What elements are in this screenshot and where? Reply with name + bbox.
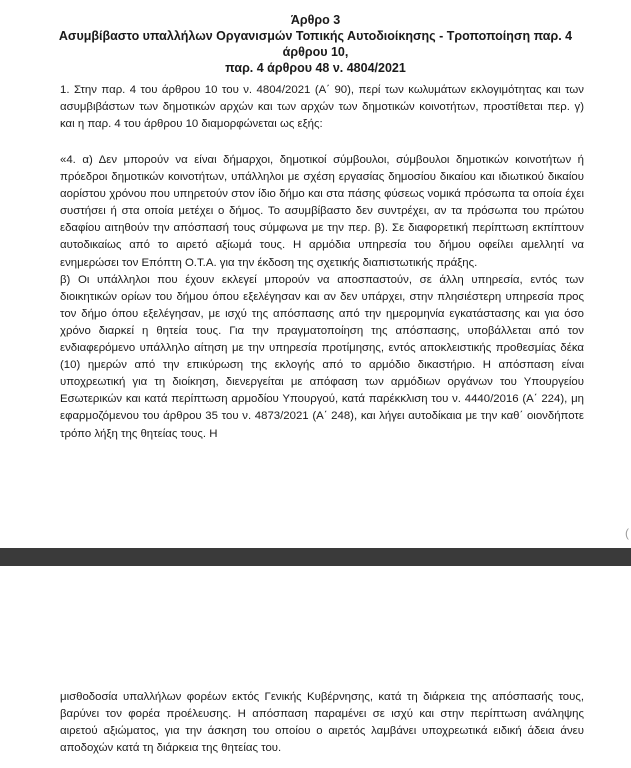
paragraph-point-b: β) Οι υπάλληλοι που έχουν εκλεγεί μπορούν να αποσπαστούν, σε άλλη υπηρεσία, εντός των διοικητικών ορίων του δήμου όπου εξελέγησαν και αν δεν υπάρχει, στην πλησιέστερη υπηρεσία προς τον δήμο όπου εξελέγησαν, με ισχύ της απόσπασης από την ημερομηνία εγκατάστασης και για όσο χρόνο διαρκεί η θητεία τους. Για την πραγματοποίηση της απόσπασης, υποβάλλεται από τον ενδιαφερόμενο υπάλληλο αίτηση με την υπηρεσία προτίμησης, εντός αποκλειστικής προθεσμίας δέκα (10) ημερών από την επικύρωση της εκλογής από το αρμόδιο δικαστήριο. Η απόσπαση είναι υποχρεωτική για τη διοίκηση, διενεργείται με απόφαση των αρμόδιων οργάνων του Υπουργείου Εσωτερικών και κατά περίπτωση αρμοδίου Υπουργού, κατά παρέκκλιση του ν. 4440/2016 (Α΄ 224), μη εφαρμοζόμενου του άρθρου 35 του ν. 4873/2021 (Α΄ 248), και λήγει αυτοδίκαια με την καθ΄ οιονδήποτε τρόπο λήξη της θητείας τους. Η xyxy=(60,273,584,440)
article-header xyxy=(0,12,631,76)
quoted-amendment xyxy=(60,152,584,443)
document-page-bottom xyxy=(0,566,631,768)
page-edge-mark: ( xyxy=(625,526,629,540)
paragraph-continuation: μισθοδοσία υπαλλήλων φορέων εκτός Γενικής Κυβέρνησης, κατά τη διάρκεια της απόσπασής τους, βαρύνει τον φορέα προέλευσης. Η απόσπαση παραμένει σε ισχύ και στην περίπτωση ανάληψης αιρετού αξιώματος, για την άσκηση του οποίου ο αιρετός λαμβάνει υποχρεωτικά ειδική άδεια άνευ αποδοχών κατά τη διάρκεια της θητείας του. xyxy=(60,691,584,755)
paragraph-point-a: «4. α) Δεν μπορούν να είναι δήμαρχοι, δημοτικοί σύμβουλοι, σύμβουλοι δημοτικών κοινοτήτων ή πρόεδροι δημοτικών κοινοτήτων, υπάλληλοι με σχέση εργασίας δημοσίου δικαίου και ιδιωτικού δικαίου αορίστου χρόνου που υπηρετούν στον ίδιο δήμο και στα πάσης φύσεως νομικά πρόσωπα τα οποία έχει συστήσει ή στα οποία μετέχει ο δήμος. Το ασυμβίβαστο δεν συντρέχει, αν τα πρόσωπα του πρώτου εδαφίου αιτηθούν την απόσπασή τους σύμφωνα με την περ. β). Σε διαφορετική περίπτωση εκπίπτουν αυτοδικαίως από το αιρετό αξίωμά τους. Η αρμόδια υπηρεσία του δήμου οφείλει αμελλητί να ενημερώσει τον Επόπτη Ο.Τ.Α. για την έκδοση της σχετικής διαπιστωτικής πράξης. xyxy=(60,154,584,269)
article-title-line-1: Ασυμβίβαστο υπαλλήλων Οργανισμών Τοπικής Αυτοδιοίκησης - Τροποποίηση παρ. 4 άρθρου 10, xyxy=(58,29,573,59)
paragraph-intro: 1. Στην παρ. 4 του άρθρου 10 του ν. 4804/2021 (Α΄ 90), περί των κωλυμάτων εκλογιμότητας και των ασυμβιβάστων των δημοτικών αρχών και των αρχών των δημοτικών κοινοτήτων, προστίθεται περ. γ) και η παρ. 4 του άρθρου 10 διαμορφώνεται ως εξής: xyxy=(60,84,584,131)
article-number: Άρθρο 3 xyxy=(290,13,341,27)
page-separator xyxy=(0,548,631,566)
article-title-line-2: παρ. 4 άρθρου 48 ν. 4804/2021 xyxy=(225,61,406,75)
